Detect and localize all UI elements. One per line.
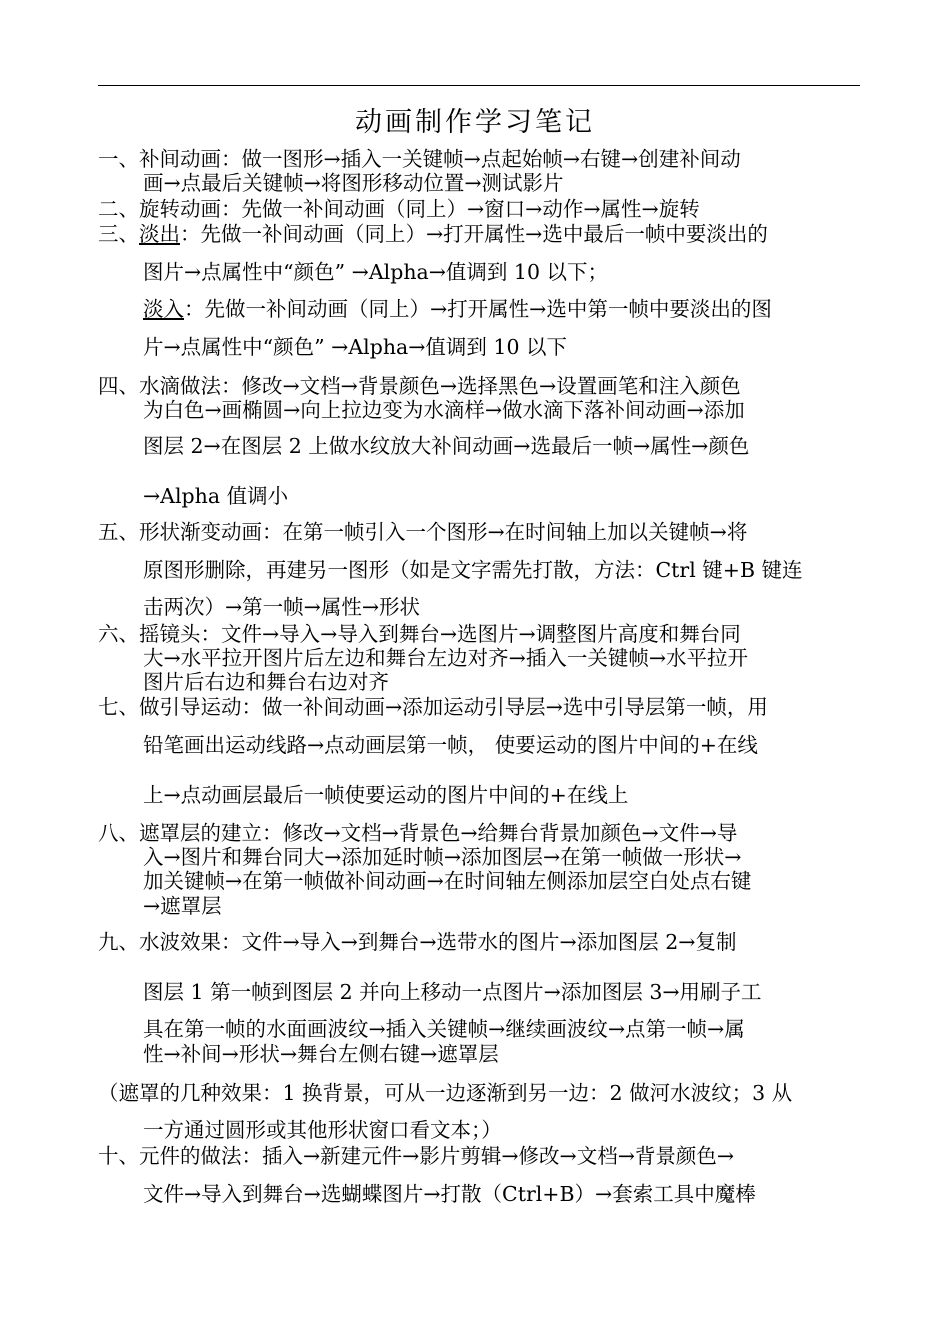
section-text: 击两次）→第一帧→属性→形状 bbox=[143, 595, 421, 619]
section-text: 铅笔画出运动线路→点动画层第一帧， 使要运动的图片中间的+在线 bbox=[143, 733, 758, 757]
section-8-line-1: 八、遮罩层的建立：修改→文档→背景色→给舞台背景加颜色→文件→导 bbox=[98, 821, 738, 845]
section-heading: 形状渐变动画 bbox=[139, 520, 262, 544]
section-text: →遮罩层 bbox=[143, 894, 222, 918]
section-2-line-1: 二、旋转动画：先做一补间动画（同上）→窗口→动作→属性→旋转 bbox=[98, 197, 700, 221]
header-rule bbox=[98, 85, 860, 86]
section-text: 大→水平拉开图片后左边和舞台左边对齐→插入一关键帧→水平拉开 bbox=[143, 646, 749, 670]
section-text: 修改→文档→背景色→给舞台背景加颜色→文件→导 bbox=[282, 821, 738, 845]
section-heading: 淡出 bbox=[139, 222, 180, 246]
section-text: 图层 2→在图层 2 上做水纹放大补间动画→选最后一帧→属性→颜色 bbox=[143, 434, 750, 458]
section-number: 六、 bbox=[98, 622, 139, 646]
section-3-sub-line-1: 淡入：先做一补间动画（同上）→打开属性→选中第一帧中要淡出的图 bbox=[143, 297, 772, 321]
section-text: 原图形删除，再建另一图形（如是文字需先打散，方法：Ctrl 键+B 键连 bbox=[143, 558, 803, 582]
section-text: 文件→导入到舞台→选蝴蝶图片→打散（Ctrl+B）→套索工具中魔棒 bbox=[143, 1182, 756, 1206]
section-text: 先做一补间动画（同上）→打开属性→选中第一帧中要淡出的图 bbox=[204, 297, 772, 321]
section-heading: 元件的做法 bbox=[139, 1144, 242, 1168]
section-heading: 补间动画 bbox=[139, 147, 221, 171]
section-text: 文件→导入→到舞台→选带水的图片→添加图层 2→复制 bbox=[241, 930, 737, 954]
section-text: 画→点最后关键帧→将图形移动位置→测试影片 bbox=[143, 171, 564, 195]
section-number: 七、 bbox=[98, 695, 139, 719]
note-line: 一方通过圆形或其他形状窗口看文本；） bbox=[143, 1118, 502, 1142]
section-number: 九、 bbox=[98, 930, 139, 954]
section-number: 十、 bbox=[98, 1144, 139, 1168]
section-number: 八、 bbox=[98, 821, 139, 845]
section-5-line-1: 五、形状渐变动画：在第一帧引入一个图形→在时间轴上加以关键帧→将 bbox=[98, 520, 748, 544]
section-heading: 遮罩层的建立 bbox=[139, 821, 262, 845]
section-text: 上→点动画层最后一帧使要运动的图片中间的+在线上 bbox=[143, 783, 629, 807]
section-text: 入→图片和舞台同大→添加延时帧→添加图层→在第一帧做一形状→ bbox=[143, 845, 742, 869]
section-text: 性→补间→形状→舞台左侧右键→遮罩层 bbox=[143, 1042, 499, 1066]
section-number: 三、 bbox=[98, 222, 139, 246]
section-4-line-1: 四、水滴做法：修改→文档→背景颜色→选择黑色→设置画笔和注入颜色 bbox=[98, 374, 741, 398]
section-9-line-1: 九、水波效果：文件→导入→到舞台→选带水的图片→添加图层 2→复制 bbox=[98, 930, 737, 954]
section-3-line-1: 三、淡出：先做一补间动画（同上）→打开属性→选中最后一帧中要淡出的 bbox=[98, 222, 768, 246]
section-text: →Alpha 值调小 bbox=[143, 484, 289, 508]
section-6-line-1: 六、摇镜头：文件→导入→导入到舞台→选图片→调整图片高度和舞台同 bbox=[98, 622, 741, 646]
section-heading: 旋转动画 bbox=[139, 197, 221, 221]
section-text: 在第一帧引入一个图形→在时间轴上加以关键帧→将 bbox=[282, 520, 748, 544]
section-text: 图片→点属性中“颜色” →Alpha→值调到 10 以下； bbox=[143, 260, 609, 284]
section-text: 图片后右边和舞台右边对齐 bbox=[143, 670, 389, 694]
sub-heading: 淡入 bbox=[143, 297, 184, 321]
section-10-line-1: 十、元件的做法：插入→新建元件→影片剪辑→修改→文档→背景颜色→ bbox=[98, 1144, 735, 1168]
section-text: 加关键帧→在第一帧做补间动画→在时间轴左侧添加层空白处点右键 bbox=[143, 869, 752, 893]
section-number: 四、 bbox=[98, 374, 139, 398]
section-7-line-1: 七、做引导运动：做一补间动画→添加运动引导层→选中引导层第一帧，用 bbox=[98, 695, 768, 719]
section-number: 二、 bbox=[98, 197, 139, 221]
section-text: 先做一补间动画（同上）→窗口→动作→属性→旋转 bbox=[241, 197, 700, 221]
section-number: 五、 bbox=[98, 520, 139, 544]
section-heading: 做引导运动 bbox=[139, 695, 242, 719]
section-1-line-1: 一、补间动画：做一图形→插入一关键帧→点起始帧→右键→创建补间动 bbox=[98, 147, 741, 171]
section-text: 做一图形→插入一关键帧→点起始帧→右键→创建补间动 bbox=[241, 147, 741, 171]
page-title: 动画制作学习笔记 bbox=[355, 107, 595, 138]
section-text: 图层 1 第一帧到图层 2 并向上移动一点图片→添加图层 3→用刷子工 bbox=[143, 980, 762, 1004]
section-number: 一、 bbox=[98, 147, 139, 171]
section-text: 修改→文档→背景颜色→选择黑色→设置画笔和注入颜色 bbox=[241, 374, 741, 398]
section-text: 做一补间动画→添加运动引导层→选中引导层第一帧，用 bbox=[262, 695, 768, 719]
section-heading: 摇镜头 bbox=[139, 622, 201, 646]
note-line: （遮罩的几种效果：1 换背景，可从一边逐渐到另一边：2 做河水波纹；3 从 bbox=[98, 1081, 793, 1105]
section-text: 为白色→画椭圆→向上拉边变为水滴样→做水滴下落补间动画→添加 bbox=[143, 398, 745, 422]
section-text: 插入→新建元件→影片剪辑→修改→文档→背景颜色→ bbox=[262, 1144, 735, 1168]
section-heading: 水波效果 bbox=[139, 930, 221, 954]
section-text: 先做一补间动画（同上）→打开属性→选中最后一帧中要淡出的 bbox=[200, 222, 768, 246]
section-text: 片→点属性中“颜色” →Alpha→值调到 10 以下 bbox=[143, 335, 568, 359]
section-text: 具在第一帧的水面画波纹→插入关键帧→继续画波纹→点第一帧→属 bbox=[143, 1017, 745, 1041]
section-text: 文件→导入→导入到舞台→选图片→调整图片高度和舞台同 bbox=[221, 622, 741, 646]
section-heading: 水滴做法 bbox=[139, 374, 221, 398]
